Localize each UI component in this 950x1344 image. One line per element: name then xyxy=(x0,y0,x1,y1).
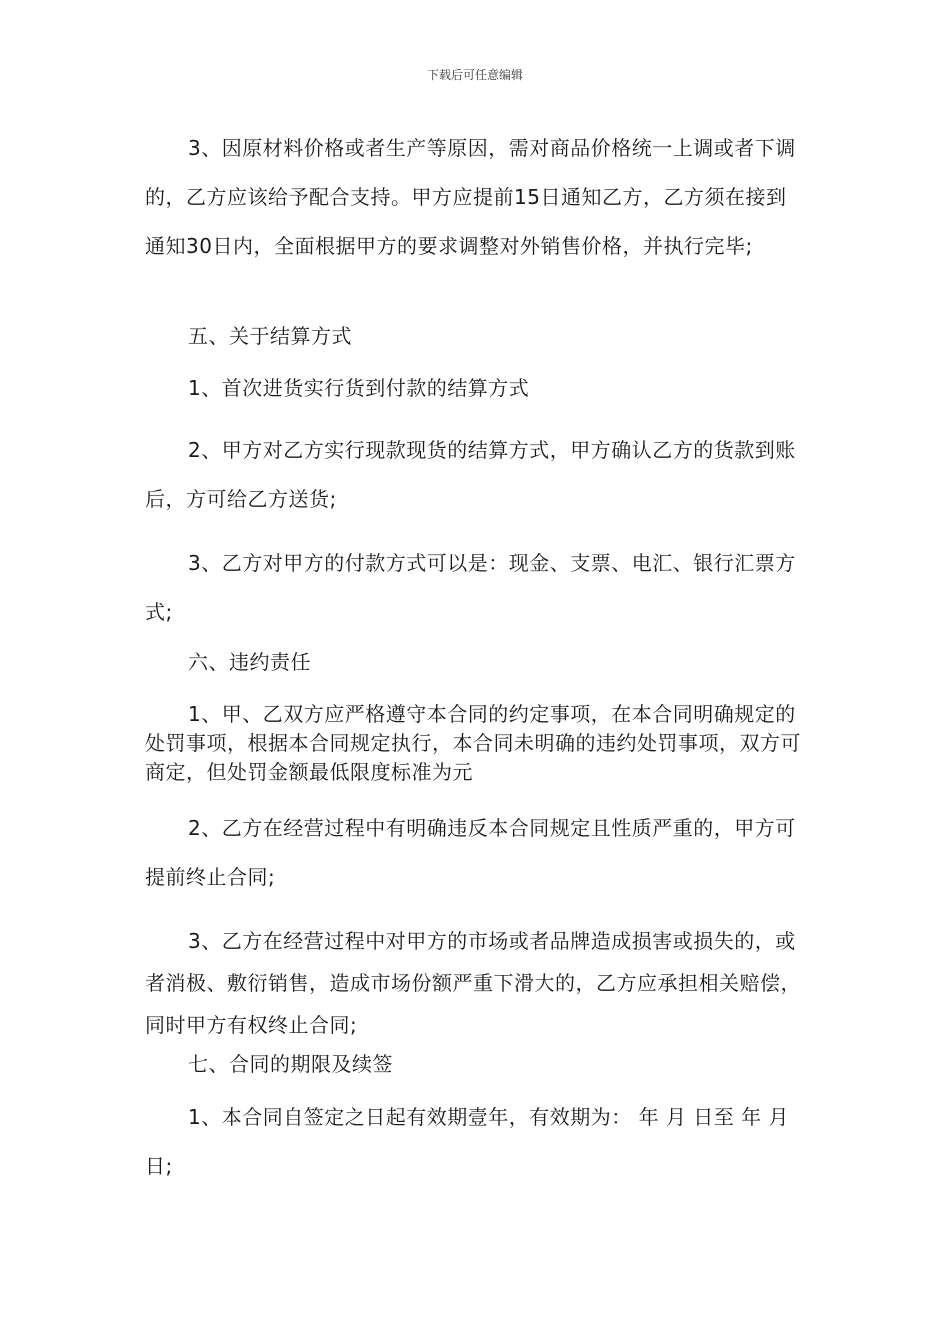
section-heading-term: 七、合同的期限及续签 xyxy=(188,1052,393,1076)
clause-cash-settlement: 2、甲方对乙方实行现款现货的结算方式，甲方确认乙方的货款到账后，方可给乙方送货; xyxy=(145,438,796,511)
page-header: 下载后可任意编辑 xyxy=(426,68,523,82)
clause-first-purchase: 1、首次进货实行货到付款的结算方式 xyxy=(188,376,530,400)
clause-validity-period: 1、本合同自签定之日起有效期壹年，有效期为： 年 月 日至 年 月 日; xyxy=(145,1105,790,1178)
clause-early-termination: 2、乙方在经营过程中有明确违反本合同规定且性质严重的，甲方可提前终止合同; xyxy=(145,816,796,889)
section-heading-liability: 六、违约责任 xyxy=(188,650,311,674)
clause-payment-methods: 3、乙方对甲方的付款方式可以是：现金、支票、电汇、银行汇票方式; xyxy=(145,551,796,624)
section-heading-settlement: 五、关于结算方式 xyxy=(188,324,352,348)
clause-price-adjustment: 3、因原材料价格或者生产等原因，需对商品价格统一上调或者下调的，乙方应该给予配合支持。甲方应提前15日通知乙方，乙方须在接到通知30日内，全面根据甲方的要求调整对外销售价格，并执行完毕; xyxy=(145,136,796,258)
clause-damage-compensation: 3、乙方在经营过程中对甲方的市场或者品牌造成损害或损失的，或者消极、敷衍销售，造成市场份额严重下滑大的，乙方应承担相关赔偿，同时甲方有权终止合同; xyxy=(145,929,801,1037)
clause-penalty-terms: 1、甲、乙双方应严格遵守本合同的约定事项，在本合同明确规定的处罚事项，根据本合同规定执行，本合同未明确的违约处罚事项，双方可商定，但处罚金额最低限度标准为元 xyxy=(145,702,801,784)
